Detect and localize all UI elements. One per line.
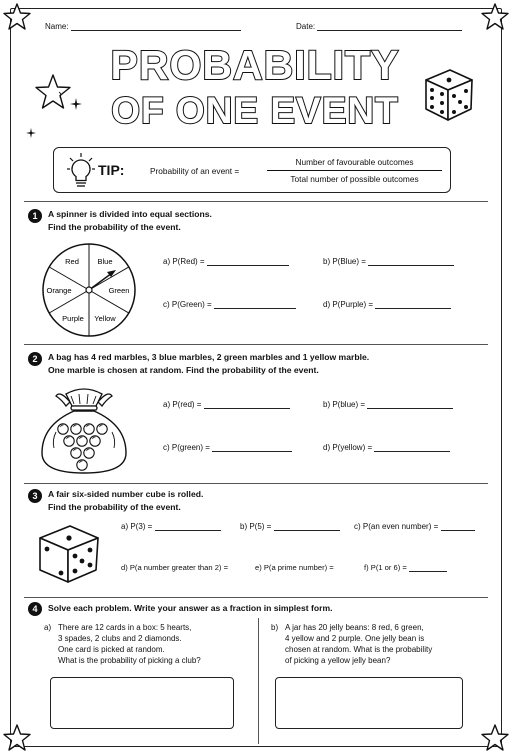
star-icon	[480, 723, 510, 753]
answer-line	[163, 257, 289, 266]
q1-prompt	[48, 208, 212, 234]
spinner-label: Orange	[46, 286, 72, 295]
q3-line-2: Find the probability of the event.	[48, 502, 181, 512]
q1-line-2: Find the probability of the event.	[48, 222, 181, 232]
title-line-1: PROBABILITY	[110, 42, 400, 88]
name-field	[45, 22, 241, 31]
answer-label: b) P(Blue) =	[323, 257, 366, 266]
answer-line	[240, 522, 340, 531]
sparkle-icon	[70, 98, 82, 110]
problem-a-text	[58, 622, 201, 666]
answer-blank[interactable]	[214, 300, 296, 309]
date-label: Date:	[296, 22, 316, 31]
answer-line	[163, 443, 292, 452]
title-line-2: OF ONE EVENT	[111, 90, 399, 131]
column-divider	[258, 618, 259, 744]
answer-label: b) P(blue) =	[323, 400, 366, 409]
problem-a-line: What is the probability of picking a club?	[58, 656, 201, 665]
problem-b-line: A jar has 20 jelly beans: 8 red, 6 green,	[285, 623, 424, 632]
star-icon	[2, 2, 32, 32]
q3-prompt	[48, 488, 203, 514]
tip-label: TIP:	[98, 162, 125, 178]
answer-line	[255, 563, 334, 572]
q1-line-1: A spinner is divided into equal sections.	[48, 209, 212, 219]
q4-instruction: Solve each problem. Write your answer as a fraction in simplest form.	[48, 603, 333, 613]
answer-line	[121, 522, 221, 531]
answer-label: a) P(Red) =	[163, 257, 205, 266]
answer-blank[interactable]	[274, 522, 340, 531]
tip-denominator: Total number of possible outcomes	[290, 174, 419, 184]
answer-line	[323, 300, 451, 309]
fraction-bar	[267, 170, 442, 171]
star-icon	[33, 72, 73, 112]
answer-blank[interactable]	[207, 257, 289, 266]
q3-line-1: A fair six-sided number cube is rolled.	[48, 489, 204, 499]
dice-icon	[36, 518, 102, 586]
answer-label: d) P(Purple) =	[323, 300, 374, 309]
answer-blank[interactable]	[441, 522, 475, 531]
problem-b-line: of picking a yellow jelly bean?	[285, 656, 391, 665]
date-field	[296, 22, 462, 31]
problem-a-line: 3 spades, 2 clubs and 2 diamonds.	[58, 634, 182, 643]
section-divider	[24, 597, 488, 598]
answer-box-a[interactable]	[50, 677, 234, 729]
problem-b-line: chosen at random. What is the probability	[285, 645, 433, 654]
section-divider	[24, 201, 488, 202]
answer-label: c) P(Green) =	[163, 300, 212, 309]
answer-label: e) P(a prime number) =	[255, 563, 334, 572]
answer-line	[121, 563, 228, 572]
dice-icon	[420, 62, 476, 124]
problem-b-label: b)	[271, 623, 279, 632]
answer-line	[354, 522, 475, 531]
star-icon	[2, 723, 32, 753]
answer-label: a) P(red) =	[163, 400, 202, 409]
answer-label: d) P(yellow) =	[323, 443, 373, 452]
answer-label: c) P(an even number) =	[354, 522, 439, 531]
answer-line	[323, 443, 450, 452]
problem-b-line: 4 yellow and 2 purple. One jelly bean is	[285, 634, 425, 643]
spinner-label: Blue	[97, 257, 113, 266]
spinner-icon	[40, 241, 138, 339]
lightbulb-icon	[66, 152, 96, 190]
tip-lhs: Probability of an event =	[150, 166, 240, 176]
answer-blank[interactable]	[374, 443, 450, 452]
date-blank[interactable]	[317, 22, 462, 31]
answer-blank[interactable]	[368, 257, 454, 266]
problem-a-label: a)	[44, 623, 52, 632]
answer-label: c) P(green) =	[163, 443, 210, 452]
star-icon	[480, 2, 510, 32]
answer-label: b) P(5) =	[240, 522, 272, 531]
problem-a-line: There are 12 cards in a box: 5 hearts,	[58, 623, 192, 632]
question-number: 4	[28, 602, 42, 616]
answer-line	[364, 563, 447, 572]
answer-label: d) P(a number greater than 2) =	[121, 563, 229, 572]
section-divider	[24, 344, 488, 345]
answer-blank[interactable]	[155, 522, 221, 531]
section-divider	[24, 483, 488, 484]
sparkle-icon	[26, 128, 36, 138]
spinner-label: Red	[65, 257, 79, 266]
answer-box-b[interactable]	[275, 677, 463, 729]
q2-prompt	[48, 351, 369, 377]
q2-line-2: One marble is chosen at random. Find the probability of the event.	[48, 365, 319, 375]
spinner-label: Yellow	[94, 314, 116, 323]
answer-line	[163, 300, 296, 309]
question-number: 2	[28, 352, 42, 366]
answer-line	[323, 400, 453, 409]
problem-b-text	[285, 622, 432, 666]
marble-bag-icon	[36, 384, 132, 476]
answer-blank[interactable]	[367, 400, 453, 409]
answer-blank[interactable]	[212, 443, 292, 452]
spinner-label: Purple	[62, 314, 84, 323]
answer-blank[interactable]	[204, 400, 290, 409]
answer-label: f) P(1 or 6) =	[364, 563, 407, 572]
q2-line-1: A bag has 4 red marbles, 3 blue marbles, 2 green marbles and 1 yellow marble.	[48, 352, 370, 362]
tip-box	[53, 147, 451, 193]
answer-line	[163, 400, 290, 409]
spinner-label: Green	[108, 286, 130, 295]
answer-blank[interactable]	[375, 300, 451, 309]
question-number: 1	[28, 209, 42, 223]
tip-numerator: Number of favourable outcomes	[295, 157, 414, 167]
question-number: 3	[28, 489, 42, 503]
answer-blank[interactable]	[409, 563, 447, 572]
answer-line	[323, 257, 454, 266]
answer-label: a) P(3) =	[121, 522, 153, 531]
name-label: Name:	[45, 22, 69, 31]
name-blank[interactable]	[71, 22, 241, 31]
problem-a-line: One card is picked at random.	[58, 645, 165, 654]
